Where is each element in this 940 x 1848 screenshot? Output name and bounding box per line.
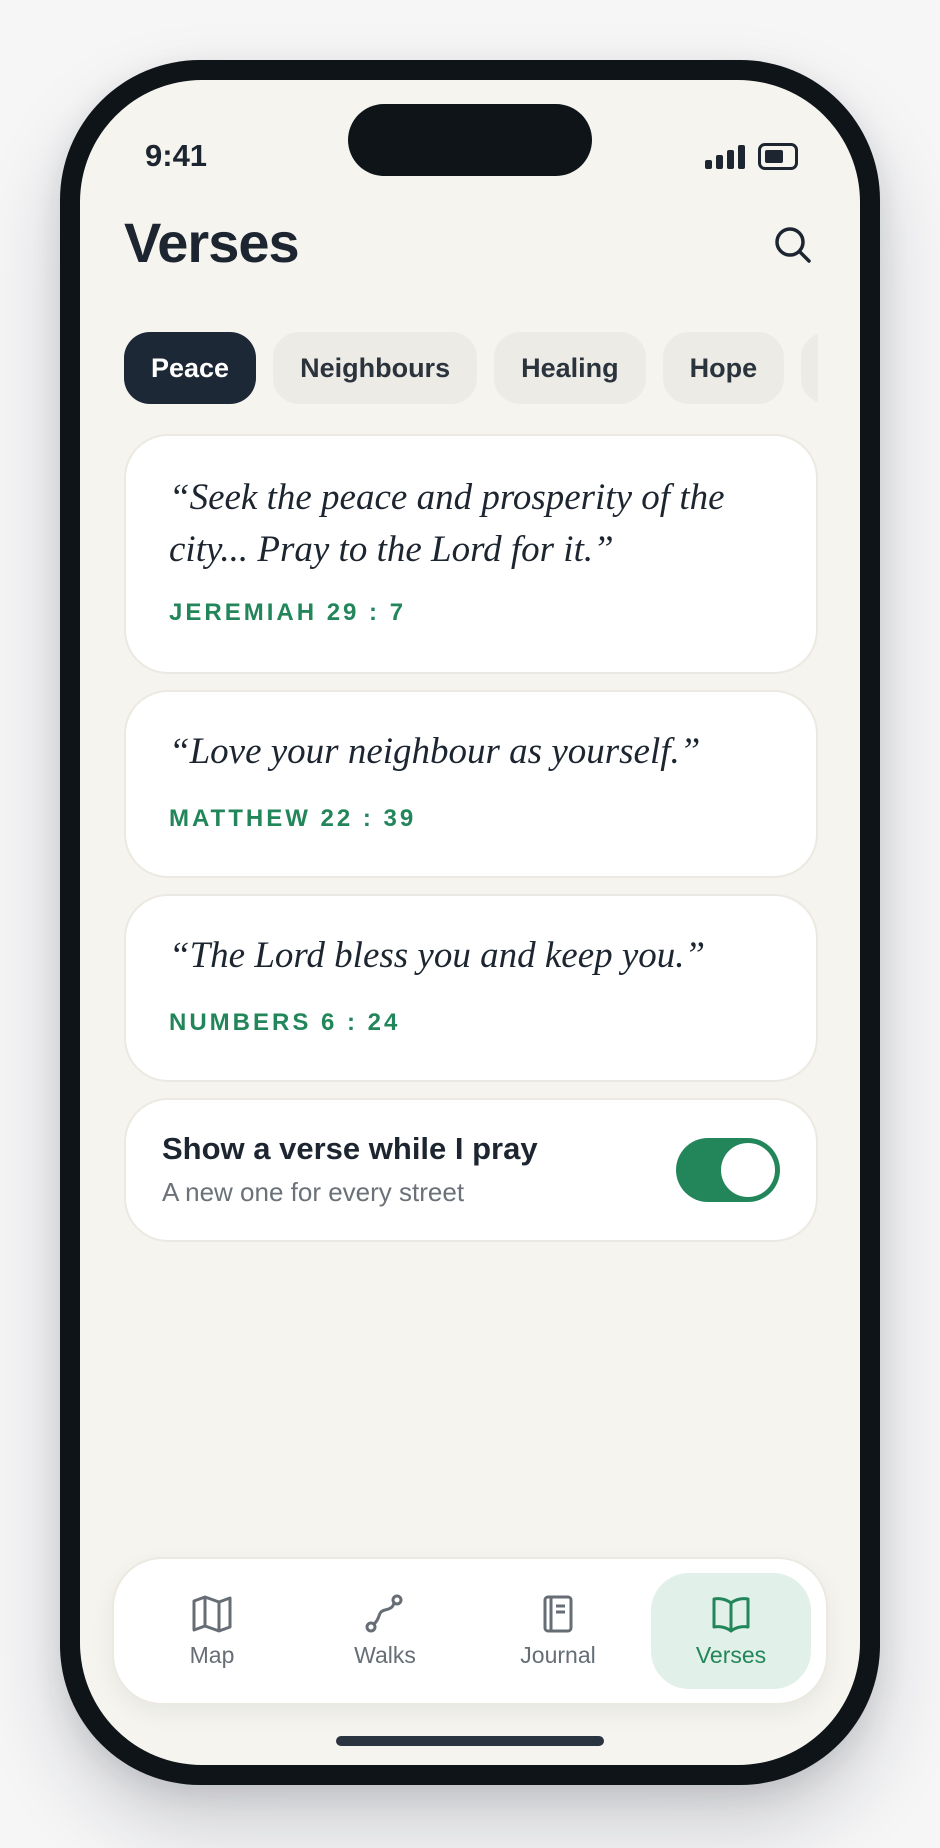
phone-frame xyxy=(60,60,880,1785)
tab-walks[interactable] xyxy=(305,1573,465,1689)
page-title: Verses xyxy=(124,211,299,274)
map-icon xyxy=(190,1594,234,1634)
verse-card[interactable] xyxy=(124,434,818,674)
verse-reference: JEREMIAH 29 : 7 xyxy=(169,599,407,626)
tab-journal[interactable] xyxy=(478,1573,638,1689)
tab-label: Verses xyxy=(695,1641,767,1668)
tab-map[interactable] xyxy=(132,1573,292,1689)
verse-text: “The Lord bless you and keep you.” xyxy=(169,935,706,976)
verse-toggle-switch[interactable] xyxy=(676,1138,780,1202)
bottom-tab-bar xyxy=(112,1557,828,1705)
battery-icon xyxy=(758,143,798,170)
tab-label: Journal xyxy=(520,1641,596,1668)
toggle-knob xyxy=(721,1143,775,1197)
dynamic-island xyxy=(348,104,592,176)
journal-icon xyxy=(536,1594,580,1634)
open-book-icon xyxy=(709,1594,753,1634)
chip-hope[interactable]: Hope xyxy=(663,332,785,404)
search-button[interactable] xyxy=(768,220,818,270)
home-indicator[interactable] xyxy=(336,1736,604,1746)
setting-title: Show a verse while I pray xyxy=(162,1131,538,1166)
route-icon xyxy=(363,1594,407,1634)
verse-text: “Love your neighbour as yourself.” xyxy=(169,731,701,772)
tab-verses[interactable] xyxy=(651,1573,811,1689)
tab-label: Walks xyxy=(354,1641,416,1668)
app-screen xyxy=(80,80,860,1765)
chip-more[interactable] xyxy=(801,332,818,404)
chip-neighbours[interactable]: Neighbours xyxy=(273,332,477,404)
signal-icon xyxy=(705,145,745,169)
verse-card[interactable] xyxy=(124,894,818,1082)
verse-while-praying-setting xyxy=(124,1098,818,1242)
verse-reference: MATTHEW 22 : 39 xyxy=(169,805,417,832)
topic-chips xyxy=(124,332,818,404)
verse-reference: NUMBERS 6 : 24 xyxy=(169,1009,401,1036)
verse-card[interactable] xyxy=(124,690,818,878)
status-time: 9:41 xyxy=(145,138,208,173)
chip-peace[interactable]: Peace xyxy=(124,332,256,404)
verse-text: “Seek the peace and prosperity of the city... Pray to the Lord for it.” xyxy=(169,477,725,570)
chip-healing[interactable]: Healing xyxy=(494,332,646,404)
setting-subtitle: A new one for every street xyxy=(162,1177,465,1207)
search-icon xyxy=(773,225,813,265)
tab-label: Map xyxy=(189,1641,235,1668)
status-icons xyxy=(705,143,798,170)
